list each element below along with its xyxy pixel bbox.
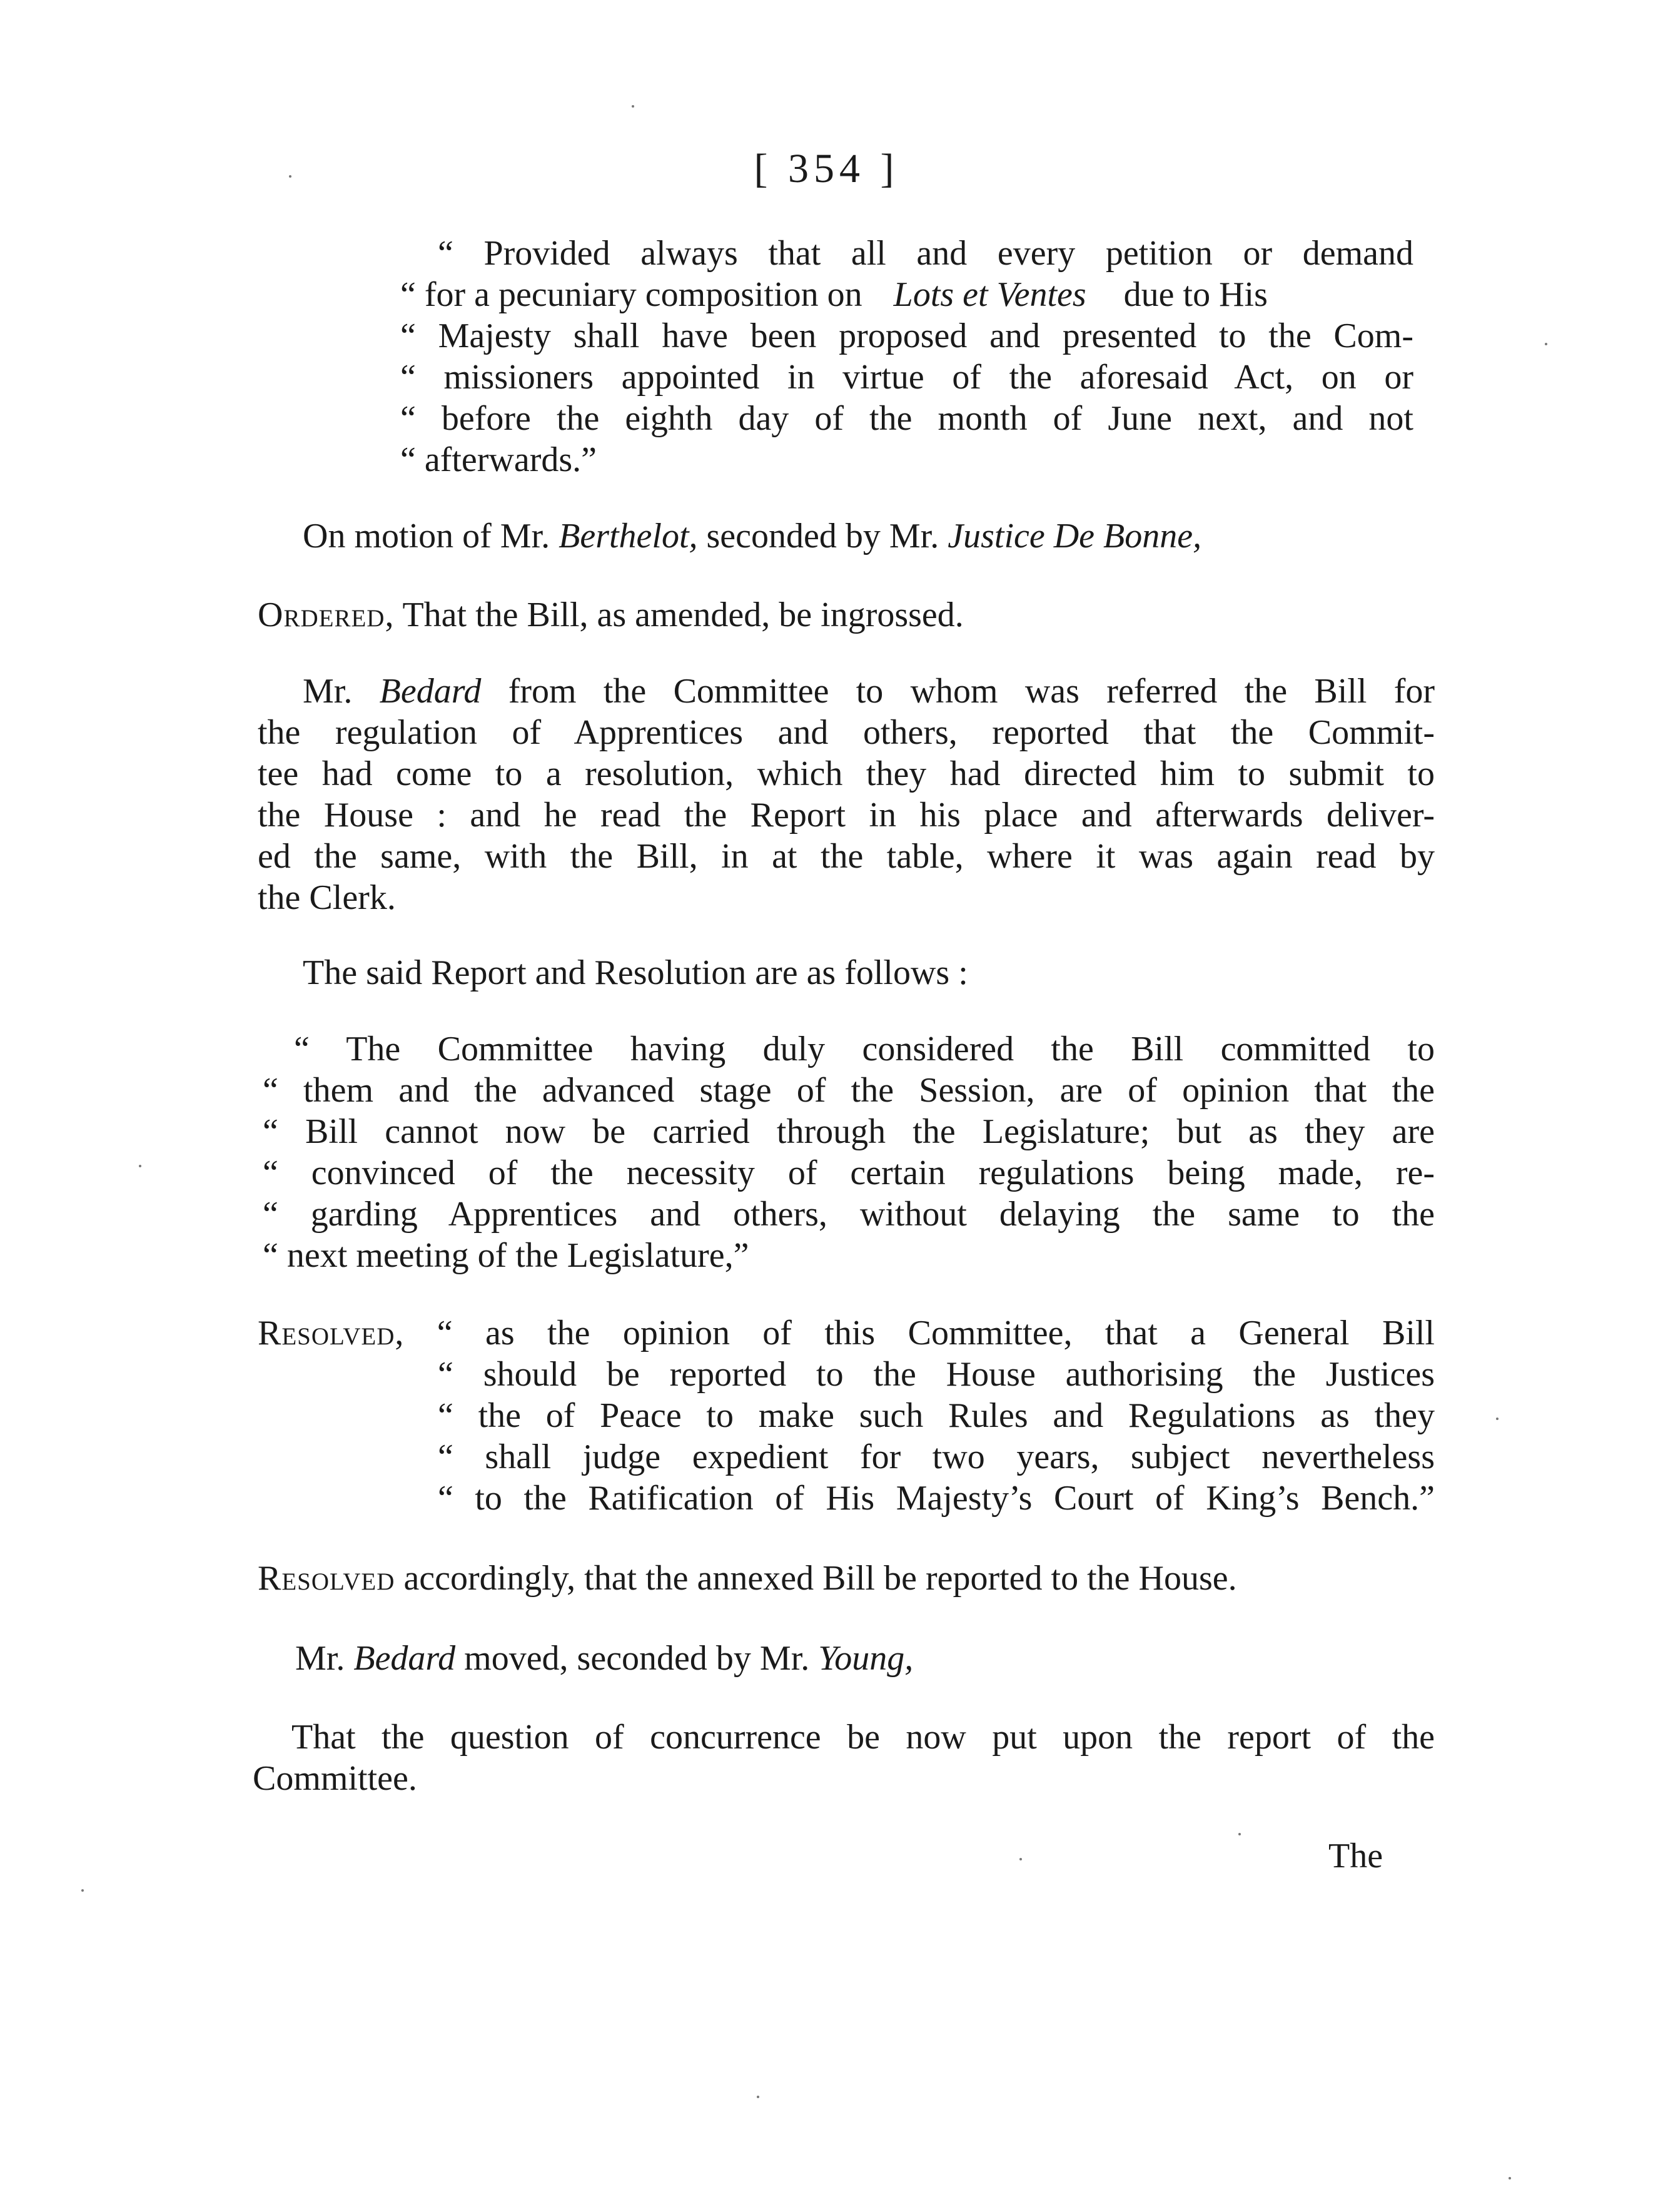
- resolved1-label: Resolved,: [258, 1314, 405, 1352]
- motion-berthelot: [303, 515, 1201, 557]
- ordered-label: Ordered,: [258, 596, 395, 634]
- motion1-mid: seconded by Mr.: [697, 517, 948, 556]
- quote1-line-1: “ Provided always that all and every petition or demand: [438, 234, 1413, 273]
- motion1-prefix: On motion of Mr.: [303, 517, 559, 556]
- motion2-prefix: Mr.: [295, 1639, 354, 1678]
- scan-speck: [289, 175, 291, 178]
- mover-bedard: Bedard: [379, 672, 482, 711]
- quote1-line-3: “ Majesty shall have been proposed and presented to the Com-: [400, 317, 1413, 355]
- report-mr: Mr.: [303, 672, 380, 711]
- resolved1-line-5: “ to the Ratification of His Majesty’s Court of King’s Bench.”: [438, 1479, 1435, 1518]
- scan-speck: [632, 105, 634, 108]
- question-line-1: That the question of concurrence be now put upon the report of the: [291, 1718, 1435, 1757]
- report-line-1-rest: from the Committee to whom was referred the Bill for: [481, 672, 1435, 711]
- catchword: The: [1328, 1837, 1383, 1875]
- resolved1-line-4: “ shall judge expedient for two years, subject nevertheless: [438, 1438, 1435, 1476]
- page-number: [ 354 ]: [754, 146, 899, 191]
- ordered-text: That the Bill, as amended, be ingrossed.: [394, 596, 964, 634]
- scan-speck: [81, 1889, 84, 1892]
- resolved1-line-1: [258, 1312, 1435, 1354]
- mover-berthelot: Berthelot,: [559, 517, 698, 556]
- resolved1-line-3: “ the of Peace to make such Rules and Regulations as they: [438, 1396, 1435, 1435]
- resolved2-text: accordingly, that the annexed Bill be reported to the House.: [395, 1559, 1237, 1598]
- said-report-line: The said Report and Resolution are as follows :: [303, 953, 968, 992]
- motion2-mid: moved, seconded by Mr.: [455, 1639, 819, 1678]
- resolved2-label: Resolved: [258, 1559, 395, 1598]
- ordered-line: [258, 594, 964, 636]
- scan-speck: [1496, 1418, 1499, 1420]
- quote1-line-2: [400, 274, 1413, 315]
- scan-speck: [757, 2096, 759, 2098]
- report-line-2: the regulation of Apprentices and others, reported that the Commit-: [258, 713, 1435, 752]
- scan-speck: [139, 1165, 141, 1167]
- quote2-line-4: “ convinced of the necessity of certain regulations being made, re-: [263, 1154, 1435, 1192]
- report-line-3: tee had come to a resolution, which they had directed him to submit to: [258, 754, 1435, 793]
- quote2-line-2: “ them and the advanced stage of the Session, are of opinion that the: [263, 1071, 1435, 1110]
- quote2-line-1: “ The Committee having duly considered the Bill committed to: [294, 1030, 1435, 1068]
- question-line-2: Committee.: [253, 1759, 417, 1798]
- resolved1-line-2: “ should be reported to the House authorising the Justices: [438, 1355, 1435, 1394]
- scan-speck: [1545, 343, 1547, 345]
- report-line-5: ed the same, with the Bill, in at the table, where it was again read by: [258, 837, 1435, 876]
- scan-speck: [1019, 1858, 1022, 1860]
- report-line-6: the Clerk.: [258, 878, 396, 917]
- scan-speck: [1509, 2177, 1511, 2179]
- resolved2-line: [258, 1558, 1237, 1599]
- quote2-line-5: “ garding Apprentices and others, without delaying the same to the: [263, 1195, 1435, 1234]
- report-line-4: the House : and he read the Report in his place and afterwards deliver-: [258, 796, 1435, 835]
- quote2-line-6: “ next meeting of the Legislature,”: [263, 1236, 749, 1275]
- quote2-line-3: “ Bill cannot now be carried through the Legislature; but as they are: [263, 1112, 1435, 1151]
- scan-speck: [1238, 1833, 1241, 1835]
- quote1-line-2-b: due to His: [1115, 275, 1268, 314]
- quote1-line-5: “ before the eighth day of the month of June next, and not: [400, 399, 1413, 438]
- motion-bedard: [295, 1638, 913, 1679]
- mover-bedard-2: Bedard: [353, 1639, 456, 1678]
- lots-et-ventes: Lots et Ventes: [893, 275, 1086, 314]
- seconder-de-bonne: Justice De Bonne,: [948, 517, 1202, 556]
- quote1-line-6: “ afterwards.”: [400, 440, 597, 479]
- seconder-young: Young,: [818, 1639, 914, 1678]
- resolved1-text-1: “ as the opinion of this Committee, that a General Bill: [404, 1314, 1435, 1352]
- quote1-line-2-a: “ for a pecuniary composition on: [400, 275, 862, 314]
- report-line-1: [303, 671, 1435, 712]
- quote1-line-4: “ missioners appointed in virtue of the aforesaid Act, on or: [400, 358, 1413, 397]
